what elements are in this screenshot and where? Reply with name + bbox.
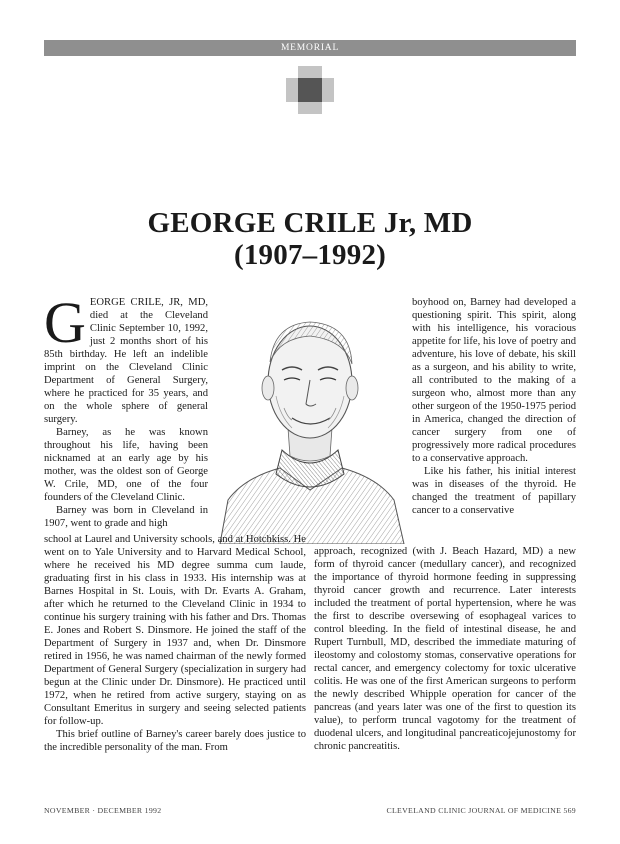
paragraph: Like his father, his initial interest was in diseases of the thyroid. He changed the treatment of papillary cancer to a conservative <box>412 466 576 516</box>
paragraph: Barney was born in Cleveland in 1907, went to grade and high <box>44 505 208 529</box>
column-left-bottom <box>44 533 306 754</box>
column-left-top <box>44 290 208 530</box>
page-title <box>0 207 620 271</box>
paragraph: approach, recognized (with J. Beach Hazard, MD) a new form of thyroid cancer (medullary cancer), and recognized the importance of thyroid hormone feeding in suppressing thyroid cancer growth and recurrence. Later interests included the treatment of portal hypertension, where he was the first to describe oversewing of esophageal varices to control bleeding. In the field of intestinal disease, he and Rupert Turnbull, MD, described the immediate maturing of ileostomy and colostomy stomas, conservative operations for rectal cancer, and emergency colectomy for toxic ulcerative colitis. He was one of the first American surgeons to perform the newly described Whipple operation for cancer of the pancreas (and years later was one of the first to question its value), to perform truncal vagotomy for the treatment of duodenal ulcers, and longitudinal pancreaticojejunostomy for chronic pancreatitis. <box>314 546 576 752</box>
paragraph: school at Laurel and University schools, and at Hotchkiss. He went on to Yale University and to Harvard Medical School, where he received his MD degree summa cum laude, graduating first in his class in 1933. His internship was at Barnes Hospital in St. Louis, with Dr. Evarts A. Graham, after which he returned to the Cleveland Clinic in 1934 to continue his surgery training with his father and Drs. Thomas E. Jones and Robert S. Dinsmore. He joined the staff of the Department of Surgery in 1937 and, when Dr. Dinsmore retired in 1956, he was named chairman of the newly formed Department of General Surgery (specialization in surgery had begun at the Clinic under Dr. Dinsmore). He practiced until 1972, when he retired from active surgery, staying on as Consultant Emeritus in surgery and seeing selected patients for follow-up. <box>44 534 306 727</box>
title-name: GEORGE CRILE Jr, MD <box>147 207 473 239</box>
paragraph: boyhood on, Barney had developed a questioning spirit. This spirit, along with his intelligence, his voracious appetite for life, his love of poetry and adventure, his love of debate, his skill as a surgeon, and his ability to write, all contributed to the making of a surgeon who, almost more than any other surgeon of the 1950-1975 period in America, changed the direction of cancer surgery from one of progressively more radical procedures to a conservative approach. <box>412 297 576 464</box>
portrait-sketch <box>214 300 406 544</box>
footer-journal: CLEVELAND CLINIC JOURNAL OF MEDICINE 569 <box>386 806 576 815</box>
paragraph: This brief outline of Barney's career barely does justice to the incredible personality of the man. From <box>44 729 306 753</box>
paragraph <box>44 290 208 426</box>
footer-date: NOVEMBER · DECEMBER 1992 <box>44 806 162 815</box>
drop-cap: G <box>44 290 86 355</box>
paragraph-text: EORGE CRILE, JR, MD, died at the Cleveland Clinic September 10, 1992, just 2 months short of his 85th birthday. He left an indelible imprint on the Cleveland Clinic Department of General Surgery, where he practiced for 35 years, and on the whole sphere of general surgery. <box>44 297 208 425</box>
column-right-bottom <box>314 545 576 753</box>
paragraph: Barney, as he was known throughout his life, having been nicknamed at an early age by his mother, was the oldest son of George W. Crile, MD, one of the four founders of the Cleveland Clinic. <box>44 427 208 503</box>
column-right-top <box>412 296 576 517</box>
section-banner: MEMORIAL <box>44 40 576 56</box>
title-years: (1907–1992) <box>233 239 386 271</box>
clinic-cross-logo-icon <box>286 66 334 114</box>
